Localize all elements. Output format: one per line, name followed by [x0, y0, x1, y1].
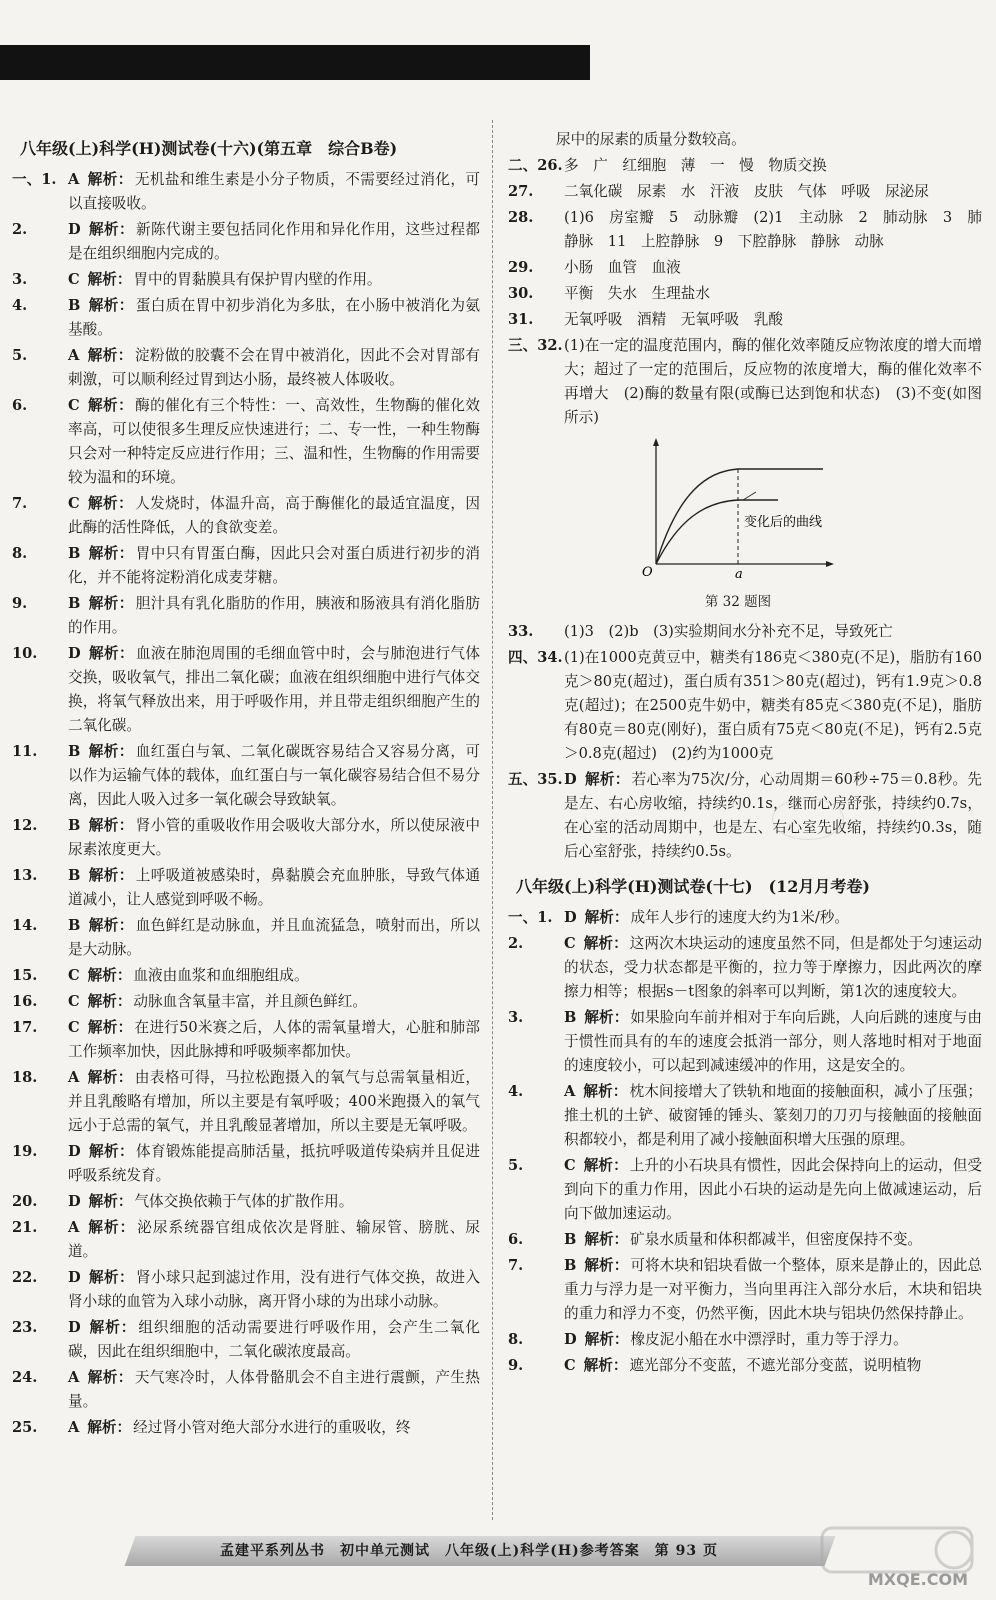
answer-letter: C	[68, 993, 80, 1010]
item-number: 14.	[12, 917, 38, 934]
item-text: 矿泉水质量和体积都减半，但密度保持不变。	[630, 1231, 923, 1248]
item-number: 6.	[12, 397, 28, 414]
item-text: (1)在1000克黄豆中，糖类有186克＜380克(不足)，脂肪有160克＞80克(超过)，蛋白质有351＞80克(超过)，钙有1.9克＞0.8克(超过)；在2500克牛奶中，糖类有85克＜380克(不足)，脂肪有80克＝80克(刚好)，蛋白质有75克＜80克(不足)，钙有2.5克＞0.8克(超过) (2)约为1000克	[564, 649, 982, 762]
answer-item	[12, 1316, 480, 1364]
item-text: 血色鲜红是动脉血，并且血流猛急，喷射而出，所以是大动脉。	[68, 917, 480, 958]
analysis-label: 解析：	[87, 1069, 133, 1086]
item-number: 20.	[12, 1193, 38, 1210]
answer-letter: D	[68, 1269, 81, 1286]
analysis-label: 解析：	[88, 867, 134, 884]
answer-item	[12, 1066, 480, 1138]
item-text: 血液在肺泡周围的毛细血管中时，会与肺泡进行气体交换，吸收氧气，排出二氧化碳；血液在组织细胞中进行气体交换，将氧气释放出来，用于呼吸作用，并且带走组织细胞产生的二氧化碳。	[68, 645, 480, 734]
analysis-label: 解析：	[583, 1157, 628, 1174]
item-number: 19.	[12, 1143, 38, 1160]
item-text: 遮光部分不变蓝，不遮光部分变蓝，说明植物	[629, 1357, 922, 1374]
answer-letter: C	[564, 935, 576, 952]
answer-item	[12, 740, 480, 812]
analysis-label: 解析：	[88, 297, 134, 314]
answer-letter: B	[564, 1009, 577, 1026]
item-number: 4.	[508, 1083, 524, 1100]
item-text: 蛋白质在胃中初步消化为多肽，在小肠中被消化为氨基酸。	[68, 297, 480, 338]
fill-in-answers	[508, 154, 982, 430]
top-black-bar	[0, 45, 590, 80]
answer-letter: C	[68, 397, 80, 414]
answer-item	[12, 492, 480, 540]
answer-item	[12, 1140, 480, 1188]
answer-item	[508, 308, 982, 332]
y-axis-arrow	[653, 438, 659, 446]
item-text: 胆汁具有乳化脂肪的作用，胰液和肠液具有消化脂肪的作用。	[68, 595, 480, 636]
answer-item	[508, 1354, 982, 1378]
item-text: 无机盐和维生素是小分子物质，不需要经过消化，可以直接吸收。	[68, 171, 480, 212]
answer-item	[12, 344, 480, 392]
answer-list-16	[12, 168, 480, 1440]
answer-item	[12, 168, 480, 216]
answer-item	[12, 1366, 480, 1414]
item-number: 17.	[12, 1019, 38, 1036]
analysis-label: 解析：	[584, 1231, 629, 1248]
item-number: 三、32.	[508, 337, 563, 354]
left-column	[12, 128, 480, 1442]
answer-item	[508, 154, 982, 178]
answer-item	[508, 1006, 982, 1078]
item-text: 无氧呼吸 酒精 无氧呼吸 乳酸	[564, 311, 783, 328]
analysis-label: 解析：	[584, 909, 629, 926]
item-number: 21.	[12, 1219, 38, 1236]
item-text: 橡皮泥小船在水中漂浮时，重力等于浮力。	[630, 1331, 908, 1348]
watermark-text: MXQE.COM	[867, 1570, 968, 1589]
item-number: 3.	[12, 271, 28, 288]
curve-label: 变化后的曲线	[744, 515, 823, 530]
item-text: 酶的催化有三个特性：一、高效性，生物酶的催化效率高，可以使很多生理反应快速进行；二、专一性，一种生物酶只会对一种特定反应进行作用；三、温和性，生物酶的作用需要较为温和的环境。	[68, 397, 480, 486]
item-text: 成年人步行的速度大约为1米/秒。	[630, 909, 849, 926]
analysis-label: 解析：	[88, 1319, 137, 1336]
item-text: 上呼吸道被感染时，鼻黏膜会充血肿胀，导致气体通道减小，让人感觉到呼吸不畅。	[68, 867, 480, 908]
item-number: 2.	[12, 221, 28, 238]
answer-item	[12, 218, 480, 266]
item-number: 2.	[508, 935, 524, 952]
item-number: 8.	[12, 545, 28, 562]
answer-letter: A	[68, 1069, 80, 1086]
item-number: 11.	[12, 743, 38, 760]
answer-item	[508, 768, 982, 864]
item-number: 12.	[12, 817, 38, 834]
answer-letter: D	[68, 1319, 81, 1336]
item-number: 18.	[12, 1069, 38, 1086]
analysis-label: 解析：	[88, 1143, 134, 1160]
answer-item	[12, 1216, 480, 1264]
answer-item	[12, 394, 480, 490]
item-text: (1)6 房室瓣 5 动脉瓣 (2)1 主动脉 2 肺动脉 3 肺静脉 11 上腔静脉 9 下腔静脉 静脉 动脉	[564, 209, 982, 250]
answer-letter: D	[68, 1143, 81, 1160]
item-number: 31.	[508, 311, 534, 328]
test-header-17: 八年级(上)科学(H)测试卷(十七) (12月月考卷)	[516, 877, 870, 896]
item-number: 7.	[12, 495, 28, 512]
answer-item	[508, 1254, 982, 1326]
answer-item	[12, 914, 480, 962]
item-text: 体育锻炼能提高肺活量，抵抗呼吸道传染病并且促进呼吸系统发育。	[68, 1143, 480, 1184]
item-text: 动脉血含氧量丰富，并且颜色鲜红。	[133, 993, 367, 1010]
item-number: 6.	[508, 1231, 524, 1248]
item-text: 如果脸向车前并相对于车向后跳，人向后跳的速度与由于惯性而具有的车的速度会抵消一部分，则人落地时相对于地面的速度较小，可以起到减速缓冲的作用，这是安全的。	[564, 1009, 982, 1074]
answer-item	[508, 1080, 982, 1152]
analysis-label: 解析：	[87, 1419, 132, 1436]
answer-letter: B	[68, 545, 81, 562]
figure-32	[638, 436, 838, 614]
item-number: 13.	[12, 867, 38, 884]
item-text: 由表格可得，马拉松跑摄入的氧气与总需氧量相近，并且乳酸略有增加，所以主要是有氧呼吸；400米跑摄入的氧气远小于总需的氧气，并且乳酸显著增加，所以主要是无氧呼吸。	[68, 1069, 480, 1134]
item-text: 气体交换依赖于气体的扩散作用。	[134, 1193, 354, 1210]
analysis-label: 解析：	[584, 771, 630, 788]
answer-item	[12, 642, 480, 738]
answer-letter: C	[68, 271, 80, 288]
answer-item	[508, 1228, 982, 1252]
test-header-16: 八年级(上)科学(H)测试卷(十六)(第五章 综合B卷)	[20, 139, 398, 158]
answer-list-17	[508, 906, 982, 1378]
analysis-label: 解析：	[87, 495, 134, 512]
item-text: 血液由血浆和血细胞组成。	[133, 967, 309, 984]
faint-stamp	[772, 798, 844, 840]
item-text: 二氧化碳 尿素 水 汗液 皮肤 气体 呼吸 尿泌尿	[564, 183, 929, 200]
answer-letter: B	[564, 1231, 577, 1248]
answer-item	[12, 814, 480, 862]
item-number: 16.	[12, 993, 38, 1010]
analysis-label: 解析：	[584, 1257, 629, 1274]
answer-letter: D	[68, 645, 81, 662]
item-number: 8.	[508, 1331, 524, 1348]
answer-item	[508, 1154, 982, 1226]
footer-text: 孟建平系列丛书 初中单元测试 八年级(上)科学(H)参考答案 第 93 页	[220, 1543, 718, 1559]
item-number: 23.	[12, 1319, 38, 1336]
item-text: 胃中的胃黏膜具有保护胃内壁的作用。	[133, 271, 382, 288]
item-number: 9.	[508, 1357, 524, 1374]
item-text: 在进行50米赛之后，人体的需氧量增大，心脏和肺部工作频率加快，因此脉搏和呼吸频率都加快。	[68, 1019, 480, 1060]
answer-letter: D	[564, 771, 577, 788]
changed-curve	[656, 500, 778, 564]
item-number: 30.	[508, 285, 534, 302]
analysis-label: 解析：	[88, 1193, 133, 1210]
analysis-label: 解析：	[87, 347, 133, 364]
item-text: 可将木块和铝块看做一个整体，原来是静止的，因此总重力与浮力是一对平衡力，当向里再注入部分水后，木块和铝块的重力和浮力不变，仍然平衡，因此木块与铝块仍然保持静止。	[564, 1257, 982, 1322]
item-number: 29.	[508, 259, 534, 276]
column-divider	[492, 120, 494, 1520]
item-number: 25.	[12, 1419, 38, 1436]
item-number: 一、1.	[12, 171, 57, 188]
answer-item	[508, 1328, 982, 1352]
answer-item	[508, 646, 982, 766]
answer-letter: C	[68, 1019, 80, 1036]
enzyme-curve-figure	[638, 436, 838, 586]
answer-letter: D	[68, 1193, 81, 1210]
item-text: 肾小管的重吸收作用会吸收大部分水，所以使尿液中尿素浓度更大。	[68, 817, 480, 858]
item-text: 天气寒冷时，人体骨骼肌会不自主进行震颤，产生热量。	[68, 1369, 480, 1410]
item-number: 二、26.	[508, 157, 563, 174]
item-number: 五、35.	[508, 771, 563, 788]
answer-item	[12, 1016, 480, 1064]
answer-item	[12, 964, 480, 988]
answer-item	[508, 282, 982, 306]
item-text: 若心率为75次/分，心动周期＝60秒÷75＝0.8秒。先是左、右心房收缩，持续约0.1s，继而心房舒张，持续约0.7s，在心室的活动周期中，也是左、右心室先收缩，持续约0.3s，随后心室舒张，持续约0.5s。	[564, 771, 982, 860]
analysis-label: 解析：	[87, 397, 134, 414]
answer-item	[12, 1190, 480, 1214]
analysis-label: 解析：	[88, 1269, 134, 1286]
answer-item	[508, 906, 982, 930]
item-text: 泌尿系统器官组成依次是肾脏、输尿管、膀胱、尿道。	[68, 1219, 480, 1260]
answer-item	[12, 268, 480, 292]
answer-item	[12, 542, 480, 590]
analysis-label: 解析：	[88, 743, 134, 760]
analysis-label: 解析：	[88, 595, 134, 612]
answer-item	[12, 990, 480, 1014]
answers-33-35	[508, 620, 982, 864]
answer-letter: A	[68, 1219, 80, 1236]
origin-label: O	[642, 565, 653, 580]
analysis-label: 解析：	[584, 1331, 629, 1348]
analysis-label: 解析：	[87, 967, 132, 984]
answer-letter: B	[564, 1257, 577, 1274]
item-text: 枕木间接增大了铁轨和地面的接触面积，减小了压强；推土机的土铲、破窗锤的锤头、篆刻刀的刀刃与接触面的接触面积都较小，都是利用了减小接触面积增大压强的原理。	[564, 1083, 982, 1148]
analysis-label: 解析：	[583, 1357, 628, 1374]
item-number: 3.	[508, 1009, 524, 1026]
analysis-label: 解析：	[87, 1019, 133, 1036]
analysis-label: 解析：	[583, 935, 628, 952]
item-number: 四、34.	[508, 649, 563, 666]
analysis-label: 解析：	[88, 545, 134, 562]
item-text: 多 广 红细胞 薄 一 慢 物质交换	[564, 157, 827, 174]
figure-caption: 第 32 题图	[704, 594, 772, 610]
item-number: 22.	[12, 1269, 38, 1286]
item-text: 经过肾小管对绝大部分水进行的重吸收，终	[133, 1419, 411, 1436]
answer-letter: A	[564, 1083, 576, 1100]
item-number: 4.	[12, 297, 28, 314]
answer-letter: B	[68, 297, 81, 314]
item-text: (1)3 (2)b (3)实验期间水分补充不足，导致死亡	[564, 623, 893, 640]
item-text: 胃中只有胃蛋白酶，因此只会对蛋白质进行初步的消化，并不能将淀粉消化成麦芽糖。	[68, 545, 480, 586]
item-text: 新陈代谢主要包括同化作用和异化作用，这些过程都是在组织细胞内完成的。	[68, 221, 480, 262]
analysis-label: 解析：	[584, 1009, 629, 1026]
answer-letter: C	[564, 1157, 576, 1174]
answer-item	[508, 334, 982, 430]
item-text: 组织细胞的活动需要进行呼吸作用，会产生二氧化碳，因此在组织细胞中，二氧化碳浓度最高。	[68, 1319, 480, 1360]
continuation-text: 尿中的尿素的质量分数较高。	[556, 131, 746, 148]
analysis-label: 解析：	[88, 817, 134, 834]
item-number: 9.	[12, 595, 28, 612]
label-pointer	[743, 492, 756, 500]
analysis-label: 解析：	[583, 1083, 628, 1100]
answer-letter: A	[68, 347, 80, 364]
answer-letter: B	[68, 867, 81, 884]
answer-item	[12, 592, 480, 640]
answer-letter: A	[68, 1369, 80, 1386]
analysis-label: 解析：	[88, 645, 134, 662]
item-text: 这两次木块运动的速度虽然不同，但是都处于匀速运动的状态，受力状态都是平衡的，拉力等于摩擦力，因此两次的摩擦力相等；根据s－t图象的斜率可以判断，第1次的速度较大。	[564, 935, 982, 1000]
item-number: 15.	[12, 967, 38, 984]
item-text: 上升的小石块具有惯性，因此会保持向上的运动，但受到向下的重力作用，因此小石块的运动是先向上做减速运动，后向下做加速运动。	[564, 1157, 982, 1222]
answer-item	[12, 864, 480, 912]
x-axis-arrow	[826, 561, 834, 567]
answer-letter: D	[564, 909, 577, 926]
item-text: 肾小球只起到滤过作用，没有进行气体交换，故进入肾小球的血管为入球小动脉，离开肾小球的为出球小动脉。	[68, 1269, 480, 1310]
item-number: 10.	[12, 645, 38, 662]
analysis-label: 解析：	[87, 1219, 136, 1236]
answer-letter: D	[68, 221, 81, 238]
item-number: 24.	[12, 1369, 38, 1386]
item-text: 淀粉做的胶囊不会在胃中被消化，因此不会对胃部有刺激，可以顺利经过胃到达小肠，最终被人体吸收。	[68, 347, 480, 388]
answer-item	[12, 294, 480, 342]
analysis-label: 解析：	[88, 221, 134, 238]
answer-letter: B	[68, 817, 81, 834]
item-number: 28.	[508, 209, 534, 226]
analysis-label: 解析：	[87, 271, 132, 288]
item-text: 人发烧时，体温升高，高于酶催化的最适宜温度，因此酶的活性降低，人的食欲变差。	[68, 495, 480, 536]
answer-item	[508, 180, 982, 204]
item-number: 5.	[508, 1157, 524, 1174]
answer-item	[508, 620, 982, 644]
analysis-label: 解析：	[87, 993, 132, 1010]
answer-item	[508, 932, 982, 1004]
right-column	[508, 128, 982, 1380]
item-number: 27.	[508, 183, 534, 200]
answer-letter: C	[68, 967, 80, 984]
item-number: 7.	[508, 1257, 524, 1274]
answer-letter: C	[564, 1357, 576, 1374]
answer-letter: B	[68, 917, 81, 934]
answer-letter: C	[68, 495, 80, 512]
item-text: 小肠 血管 血液	[564, 259, 681, 276]
answer-item	[12, 1266, 480, 1314]
answer-item	[12, 1416, 480, 1440]
item-text: (1)在一定的温度范围内，酶的催化效率随反应物浓度的增大而增大；超过了一定的范围后，反应物的浓度增大，酶的催化效率不再增大 (2)酶的数量有限(或酶已达到饱和状态) (3)不变(如图所示)	[564, 337, 982, 426]
item-text: 血红蛋白与氧、二氧化碳既容易结合又容易分离，可以作为运输气体的载体，血红蛋白与一氧化碳容易结合但不易分离，因此人吸入过多一氧化碳会导致缺氧。	[68, 743, 480, 808]
answer-item	[508, 256, 982, 280]
analysis-label: 解析：	[88, 917, 134, 934]
a-label: a	[735, 567, 743, 582]
analysis-label: 解析：	[87, 1369, 133, 1386]
analysis-label: 解析：	[87, 171, 133, 188]
answer-letter: D	[564, 1331, 577, 1348]
item-number: 33.	[508, 623, 534, 640]
answer-letter: A	[68, 1419, 80, 1436]
item-text: 平衡 失水 生理盐水	[564, 285, 710, 302]
item-number: 一、1.	[508, 909, 553, 926]
answer-item	[508, 206, 982, 254]
answer-letter: B	[68, 743, 81, 760]
answer-letter: B	[68, 595, 81, 612]
answer-letter: A	[68, 171, 80, 188]
item-number: 5.	[12, 347, 28, 364]
